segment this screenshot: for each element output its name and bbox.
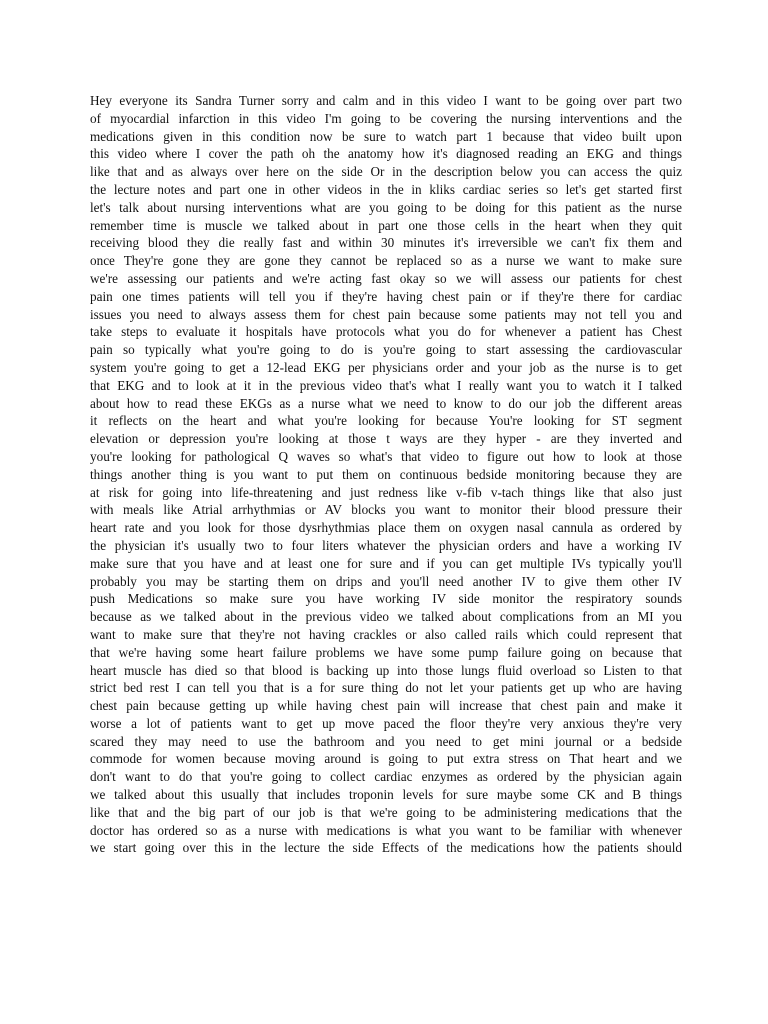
- transcript-line: let's talk about nursing interventions what are you going to be doing for this patient as the nurse: [90, 199, 682, 215]
- transcript-line: medications given in this condition now be sure to watch part 1 because that video built upon: [90, 128, 682, 144]
- transcript-line: pain so typically what you're going to do is you're going to start assessing the cardiovascular: [90, 342, 682, 358]
- transcript-line: heart rate and you look for those dysrhythmias place them on oxygen nasal cannula as ordered by: [90, 520, 682, 536]
- transcript-line: like that and as always over here on the side Or in the description below you can access the quiz: [90, 164, 682, 180]
- transcript-line: probably you may be starting them on drips and you'll need another IV to give them other IV: [90, 573, 682, 589]
- transcript-line: we're assessing our patients and we're acting fast okay so we will assess our patients for chest: [90, 270, 682, 286]
- transcript-line: pain one times patients will tell you if they're having chest pain or if they're there for cardiac: [90, 288, 682, 304]
- transcript-line: don't want to do that you're going to collect cardiac enzymes as ordered by the physician again: [90, 769, 682, 785]
- transcript-line: we start going over this in the lecture the side Effects of the medications how the patients should: [90, 840, 682, 856]
- transcript-line: take steps to evaluate it hospitals have protocols what you do for whenever a patient has Chest: [90, 324, 682, 340]
- transcript-line: the lecture notes and part one in other videos in the in kliks cardiac series so let's get started first: [90, 181, 682, 197]
- transcript-line: with meals like Atrial arrhythmias or AV blocks you want to monitor their blood pressure their: [90, 502, 682, 518]
- transcript-line: remember time is muscle we talked about in part one those cells in the heart when they quit: [90, 217, 682, 233]
- transcript-line: strict bed rest I can tell you that is a for sure thing do not let your patients get up who are having: [90, 680, 682, 696]
- transcript-text-block: [90, 92, 682, 857]
- transcript-line: receiving blood they die really fast and within 30 minutes it's irreversible we can't fix them and: [90, 235, 682, 251]
- transcript-line: the physician it's usually two to four liters whatever the physician orders and have a working IV: [90, 537, 682, 553]
- transcript-line: that we're having some heart failure problems we have some pump failure going on because that: [90, 644, 682, 660]
- transcript-line: push Medications so make sure you have working IV side monitor the respiratory sounds: [90, 591, 682, 607]
- transcript-line: because as we talked about in the previous video we talked about complications from an MI you: [90, 609, 682, 625]
- transcript-line: things another thing is you want to put them on continuous bedside monitoring because they are: [90, 466, 682, 482]
- transcript-line: like that and the big part of our job is that we're going to be administering medications that the: [90, 804, 682, 820]
- transcript-line: heart muscle has died so that blood is backing up into those lungs fluid overload so Listen to that: [90, 662, 682, 678]
- transcript-line: this video where I cover the path oh the anatomy how it's diagnosed reading an EKG and things: [90, 146, 682, 162]
- transcript-line: chest pain because getting up while having chest pain will increase that chest pain and make it: [90, 698, 682, 714]
- transcript-line: doctor has ordered so as a nurse with medications is what you want to be familiar with whenever: [90, 822, 682, 838]
- transcript-line: issues you need to always assess them for chest pain because some patients may not tell you and: [90, 306, 682, 322]
- transcript-line: system you're going to get a 12-lead EKG per physicians order and your job as the nurse is to get: [90, 359, 682, 375]
- transcript-line: want to make sure that they're not having crackles or also called rails which could represent that: [90, 626, 682, 642]
- transcript-line: worse a lot of patients want to get up move paced the floor they're very anxious they're very: [90, 715, 682, 731]
- transcript-line: we talked about this usually that includes troponin levels for sure maybe some CK and B things: [90, 787, 682, 803]
- transcript-line: it reflects on the heart and what you're looking for because You're looking for ST segment: [90, 413, 682, 429]
- transcript-line: scared they may need to use the bathroom and you need to get mini journal or a bedside: [90, 733, 682, 749]
- transcript-line: that EKG and to look at it in the previous video that's what I really want you to watch it I talked: [90, 377, 682, 393]
- transcript-line: about how to read these EKGs as a nurse what we need to know to do our job the different areas: [90, 395, 682, 411]
- transcript-line: once They're gone they are gone they cannot be replaced so as a nurse we want to make sure: [90, 253, 682, 269]
- transcript-line: at risk for going into life-threatening and just redness like v-fib v-tach things like that also just: [90, 484, 682, 500]
- transcript-line: you're looking for pathological Q waves so what's that video to figure out how to look at those: [90, 448, 682, 464]
- transcript-line: make sure that you have and at least one for sure and if you can get multiple IVs typically you'll: [90, 555, 682, 571]
- transcript-line: commode for women because moving around is going to put extra stress on That heart and we: [90, 751, 682, 767]
- transcript-line: elevation or depression you're looking at those t ways are they hyper - are they inverted and: [90, 431, 682, 447]
- transcript-line: of myocardial infarction in this video I'm going to be covering the nursing interventions and the: [90, 110, 682, 126]
- transcript-line: Hey everyone its Sandra Turner sorry and calm and in this video I want to be going over part two: [90, 93, 682, 108]
